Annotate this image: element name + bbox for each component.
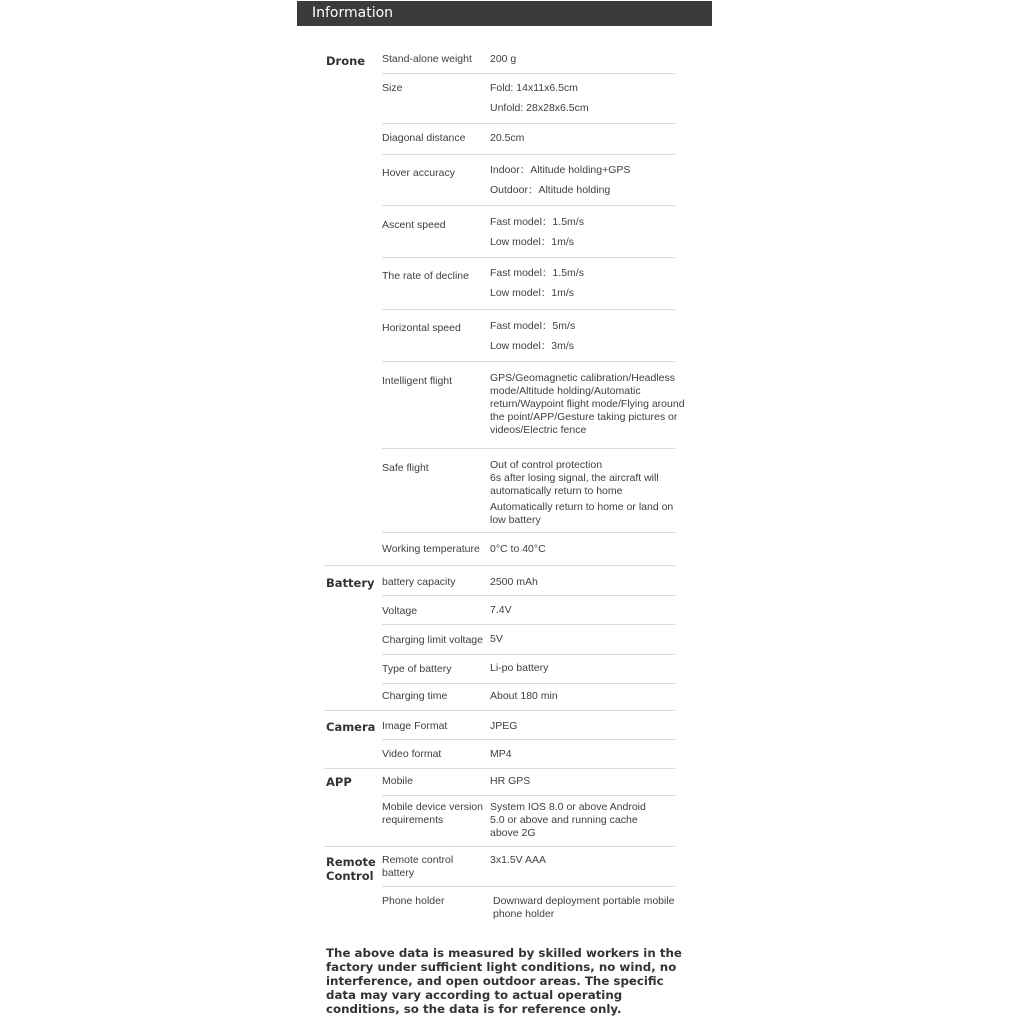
section-divider	[324, 565, 675, 566]
intelligent-label: Intelligent flight	[382, 375, 453, 387]
charging-limit-label: Charging limit voltage	[382, 634, 483, 646]
voltage-label: Voltage	[382, 605, 418, 617]
section-divider	[324, 768, 675, 769]
temperature-value: 0°C to 40°C	[490, 543, 546, 555]
safe-value	[490, 459, 690, 527]
divider	[382, 257, 675, 258]
section-battery: Battery	[326, 576, 375, 590]
divider	[382, 123, 675, 124]
charging-limit-value: 5V	[490, 633, 503, 645]
divider	[382, 624, 675, 625]
safe-line2: 6s after losing signal, the aircraft will automatically return to home	[490, 472, 659, 497]
information-header: Information	[297, 1, 712, 26]
remote-battery-label: Remote control battery	[382, 854, 454, 879]
section-app: APP	[326, 775, 352, 789]
divider	[382, 361, 675, 362]
charging-time-label: Charging time	[382, 690, 448, 702]
section-camera: Camera	[326, 720, 376, 734]
decline-low: Low model：1m/s	[490, 287, 575, 299]
battery-capacity-value: 2500 mAh	[490, 576, 538, 588]
device-requirements-label: Mobile device version requirements	[382, 801, 483, 826]
divider	[382, 205, 675, 206]
divider	[382, 886, 675, 887]
voltage-value: 7.4V	[490, 604, 512, 616]
ascent-label: Ascent speed	[382, 219, 446, 231]
ascent-value	[490, 216, 690, 249]
divider	[382, 73, 675, 74]
video-format-label: Video format	[382, 748, 442, 760]
divider	[382, 309, 675, 310]
decline-value	[490, 267, 690, 300]
section-remote-control: Remote Control	[326, 855, 376, 883]
charging-time-value: About 180 min	[490, 690, 558, 702]
weight-value: 200 g	[490, 53, 517, 65]
hover-outdoor: Outdoor：Altitude holding	[490, 184, 611, 196]
ascent-fast: Fast model：1.5m/s	[490, 216, 584, 228]
phone-holder-label: Phone holder	[382, 895, 445, 907]
intelligent-value: GPS/Geomagnetic calibration/Headless mode/Altitude holding/Automatic return/Waypoint flight mode/Flying around the point/APP/Gesture taking pictures or videos/Electric fence	[490, 372, 685, 436]
divider	[382, 739, 675, 740]
phone-holder-value: Downward deployment portable mobile phone holder	[493, 895, 675, 920]
mobile-value: HR GPS	[490, 775, 531, 787]
divider	[382, 595, 675, 596]
section-drone: Drone	[326, 54, 366, 68]
diagonal-label: Diagonal distance	[382, 132, 466, 144]
remote-battery-value: 3x1.5V AAA	[490, 854, 547, 866]
safe-label: Safe flight	[382, 462, 429, 474]
size-label: Size	[382, 82, 403, 94]
diagonal-value: 20.5cm	[490, 132, 525, 144]
disclaimer-note: The above data is measured by skilled workers in the factory under sufficient light conditions, no wind, no interference, and open outdoor areas. The specific data may vary according to actual operating conditions, so the data is for reference only.	[326, 946, 682, 1016]
video-format-value: MP4	[490, 748, 512, 760]
weight-label: Stand-alone weight	[382, 53, 472, 65]
device-requirements-value: System IOS 8.0 or above Android 5.0 or above and running cache above 2G	[490, 801, 646, 839]
ascent-low: Low model：1m/s	[490, 236, 575, 248]
divider	[382, 532, 675, 533]
safe-line3: Automatically return to home or land on low battery	[490, 501, 674, 526]
horizontal-fast: Fast model：5m/s	[490, 320, 576, 332]
horizontal-label: Horizontal speed	[382, 322, 461, 334]
section-divider	[324, 846, 675, 847]
hover-indoor: Indoor：Altitude holding+GPS	[490, 164, 631, 176]
divider	[382, 654, 675, 655]
divider	[382, 683, 675, 684]
battery-capacity-label: battery capacity	[382, 576, 456, 588]
size-unfold: Unfold: 28x28x6.5cm	[490, 102, 589, 114]
mobile-label: Mobile	[382, 775, 413, 787]
horizontal-low: Low model：3m/s	[490, 340, 575, 352]
horizontal-value	[490, 320, 690, 353]
divider	[382, 154, 675, 155]
divider	[382, 795, 675, 796]
size-fold: Fold: 14x11x6.5cm	[490, 82, 578, 94]
battery-type-value: Li-po battery	[490, 662, 549, 674]
hover-label: Hover accuracy	[382, 167, 455, 179]
divider	[382, 448, 675, 449]
size-value	[490, 82, 690, 115]
battery-type-label: Type of battery	[382, 663, 452, 675]
section-divider	[324, 710, 675, 711]
decline-fast: Fast model：1.5m/s	[490, 267, 584, 279]
image-format-label: Image Format	[382, 720, 448, 732]
image-format-value: JPEG	[490, 720, 518, 732]
decline-label: The rate of decline	[382, 270, 469, 282]
temperature-label: Working temperature	[382, 543, 480, 555]
hover-value	[490, 164, 690, 197]
safe-line1: Out of control protection	[490, 459, 603, 471]
